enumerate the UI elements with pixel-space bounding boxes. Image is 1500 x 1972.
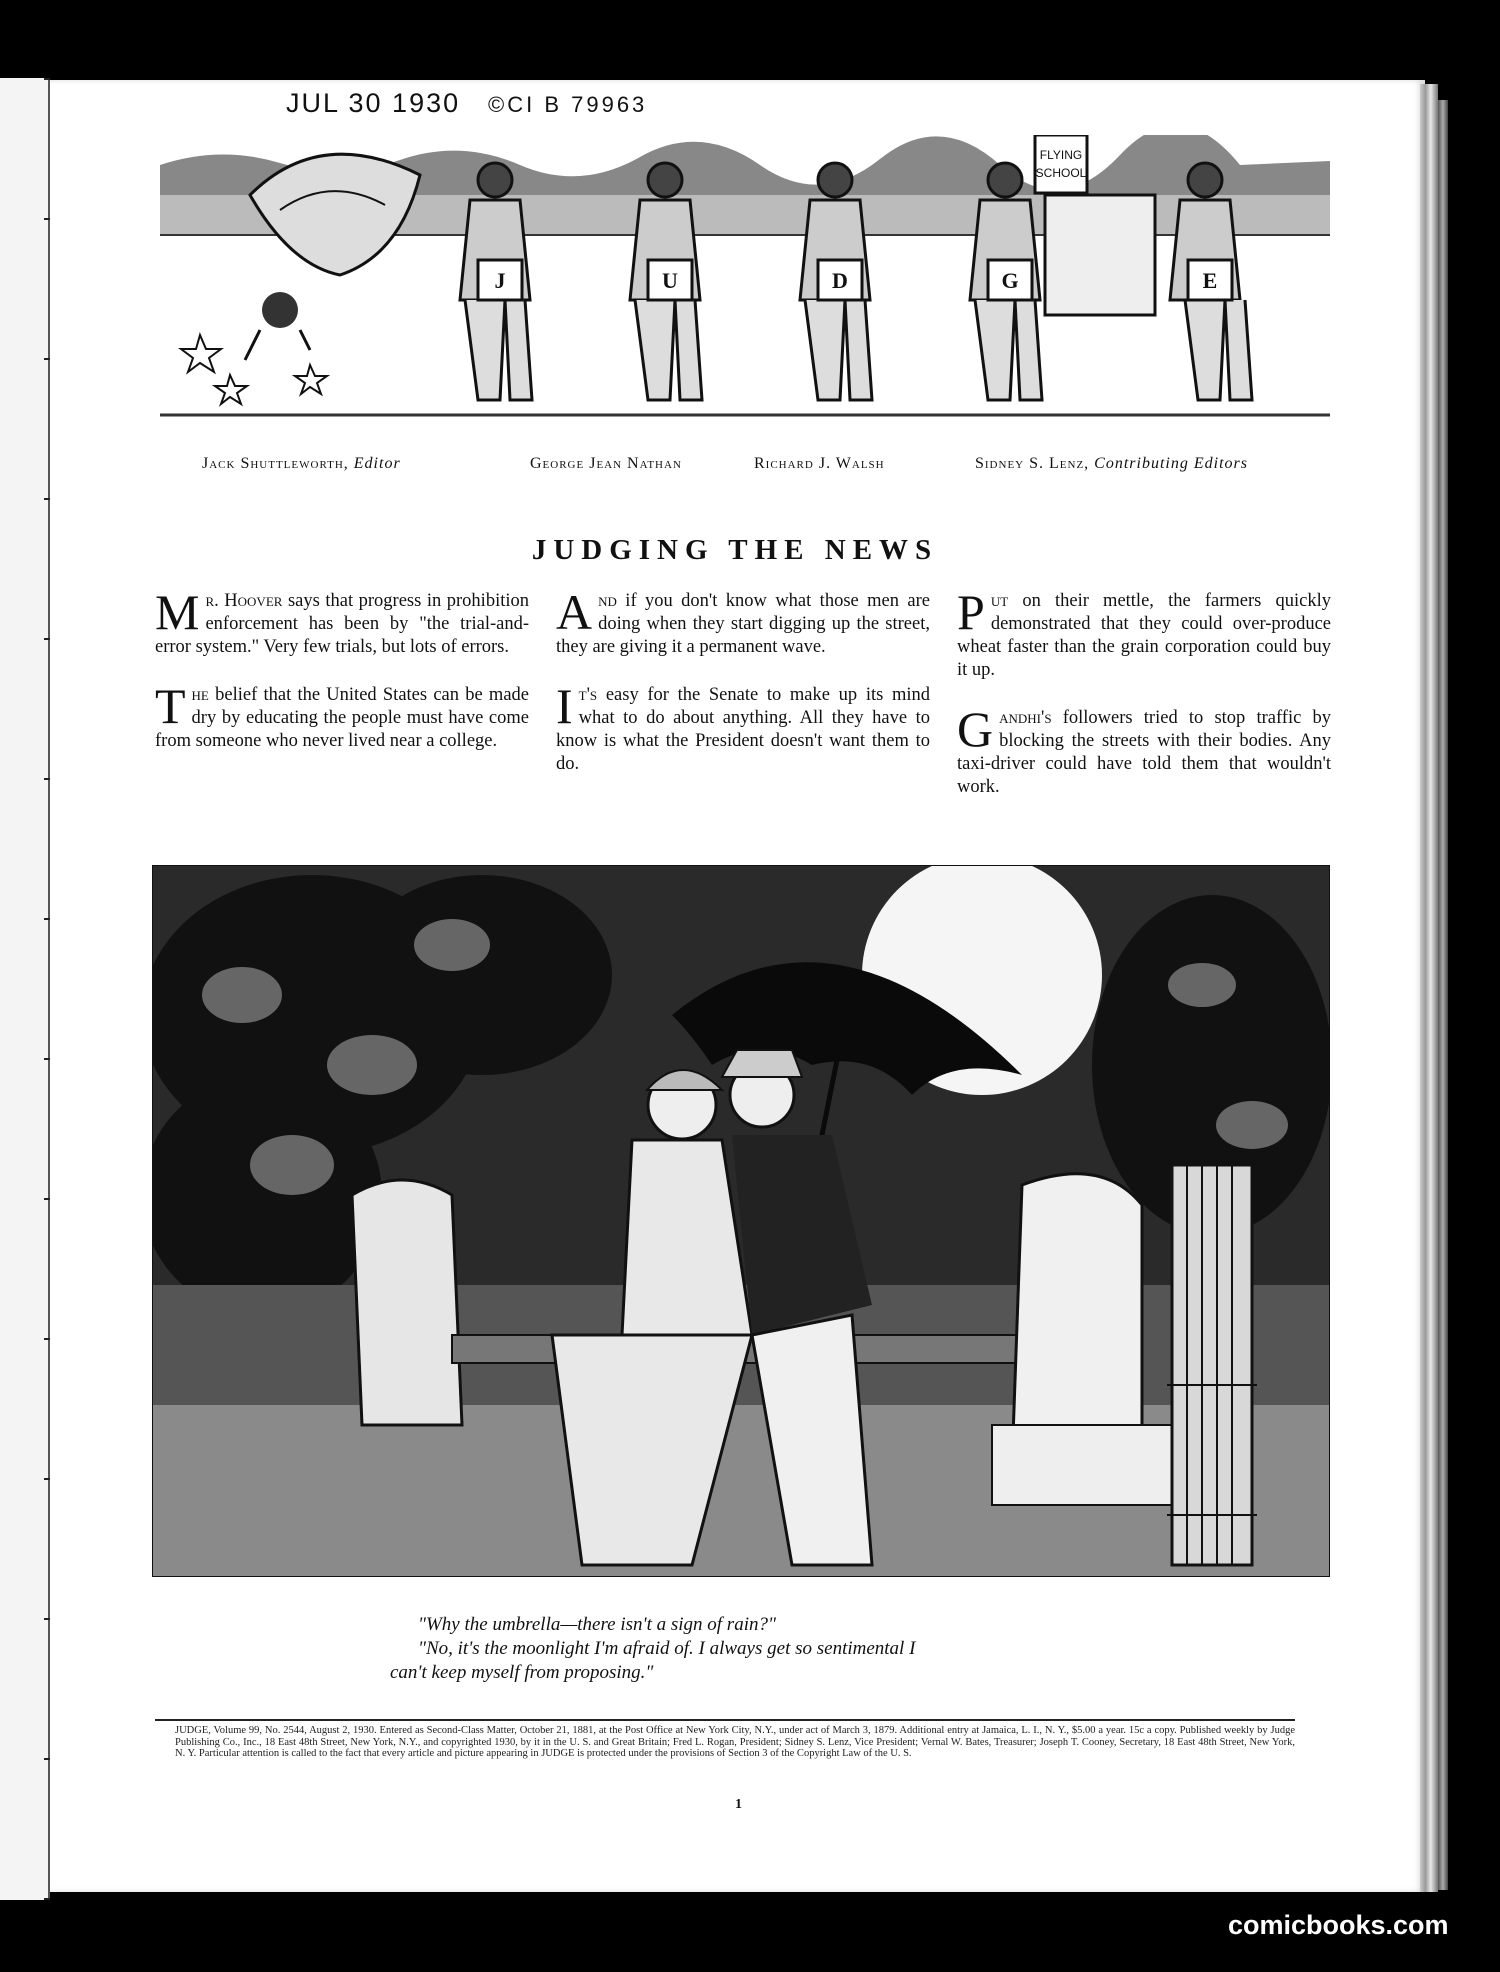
news-item-dry-education: The belief that the United States can be made dry by educating the people must have come from someone who never lived near a college. <box>155 678 529 751</box>
contributing-editors-role: Contributing Editors <box>1094 455 1248 472</box>
cartoon-caption <box>390 1613 1150 1685</box>
caption-line-3: can't keep myself from proposing." <box>390 1662 654 1683</box>
masthead-letter-g: G <box>1001 268 1019 293</box>
facing-page-edge <box>0 78 50 1900</box>
news-item-farmers: Put on their mettle, the farmers quickly demonstrated that they could over-produce wheat faster than the grain corporation could buy it up. <box>957 584 1331 680</box>
contributor-walsh: Richard J. Walsh <box>754 455 885 472</box>
page-number: 1 <box>735 1797 742 1812</box>
publication-notice: JUDGE, Volume 99, No. 2544, August 2, 1930. Entered as Second-Class Matter, October 21, 1881, at the Post Office at New York City, N.Y., under act of March 3, 1879. Additional entry at Jamaica, L. I., N. Y., $5.00 a year. 15c a copy. Published weekly by Judge Publishing Co., Inc., 18 East 48th Street, New York, N.Y., and copyrighted 1930, by it in the U. S. and Great Britain; Fred L. Rogan, President; Sidney S. Lenz, Vice President; Vernal W. Bates, Treasurer; Joseph T. Cooney, Secretary, 18 East 48th Street, New York, N. Y. Particular attention is called to the fact that every article and picture appearing in JUDGE is protected under the provisions of Section 3 of the Copyright Law of the U. S. <box>175 1725 1295 1759</box>
masthead-letter-d: D <box>832 268 848 293</box>
news-item-gandhi: Gandhi's followers tried to stop traffic by blocking the streets with their bodies. Any taxi-driver could have told them that wouldn't work. <box>957 701 1331 797</box>
masthead-letter-e: E <box>1202 268 1218 293</box>
contributor-nathan: George Jean Nathan <box>530 455 682 472</box>
footer-rule <box>155 1719 1295 1721</box>
editor-role: Editor <box>353 455 401 472</box>
book-spine-edge <box>1438 100 1448 1890</box>
caption-line-1: "Why the umbrella—there isn't a sign of rain?" <box>418 1614 776 1635</box>
editor-credit <box>202 455 401 473</box>
copyright-registration-stamp: ©CI B 79963 <box>488 92 648 117</box>
flying-school-sign-line2: SCHOOL <box>1035 166 1087 180</box>
watermark: comicbooks.com <box>1228 1910 1449 1940</box>
received-date-stamp: JUL 30 1930 <box>286 88 461 118</box>
editor-name: Jack Shuttleworth, <box>202 455 349 472</box>
contributor-lenz: Sidney S. Lenz, <box>975 455 1090 472</box>
news-column-1 <box>155 584 529 778</box>
umbrella-couple-cartoon <box>152 865 1330 1577</box>
flying-school-sign-line1: FLYING <box>1039 148 1083 162</box>
masthead-letter-u: U <box>662 268 678 293</box>
news-item-hoover: Mr. Hoover says that progress in prohibition enforcement has been by "the trial-and-error system." Very few trials, but lots of errors. <box>155 584 529 657</box>
news-item-street-digging: And if you don't know what those men are doing when they start digging up the street, they are giving it a permanent wave. <box>556 584 930 657</box>
news-column-2 <box>556 584 930 801</box>
masthead-letter-j: J <box>494 268 506 293</box>
news-column-3 <box>957 584 1331 824</box>
masthead-illustration <box>160 135 1330 425</box>
editorial-credits <box>160 455 1310 481</box>
contributor-credit <box>975 455 1248 473</box>
news-item-senate: It's easy for the Senate to make up its mind what to do about anything. All they have to know is what the President doesn't want them to do. <box>556 678 930 774</box>
caption-line-2: "No, it's the moonlight I'm afraid of. I always get so sentimental I <box>418 1638 916 1659</box>
book-spine <box>1420 84 1438 1892</box>
judging-the-news-heading: JUDGING THE NEWS <box>531 534 939 566</box>
